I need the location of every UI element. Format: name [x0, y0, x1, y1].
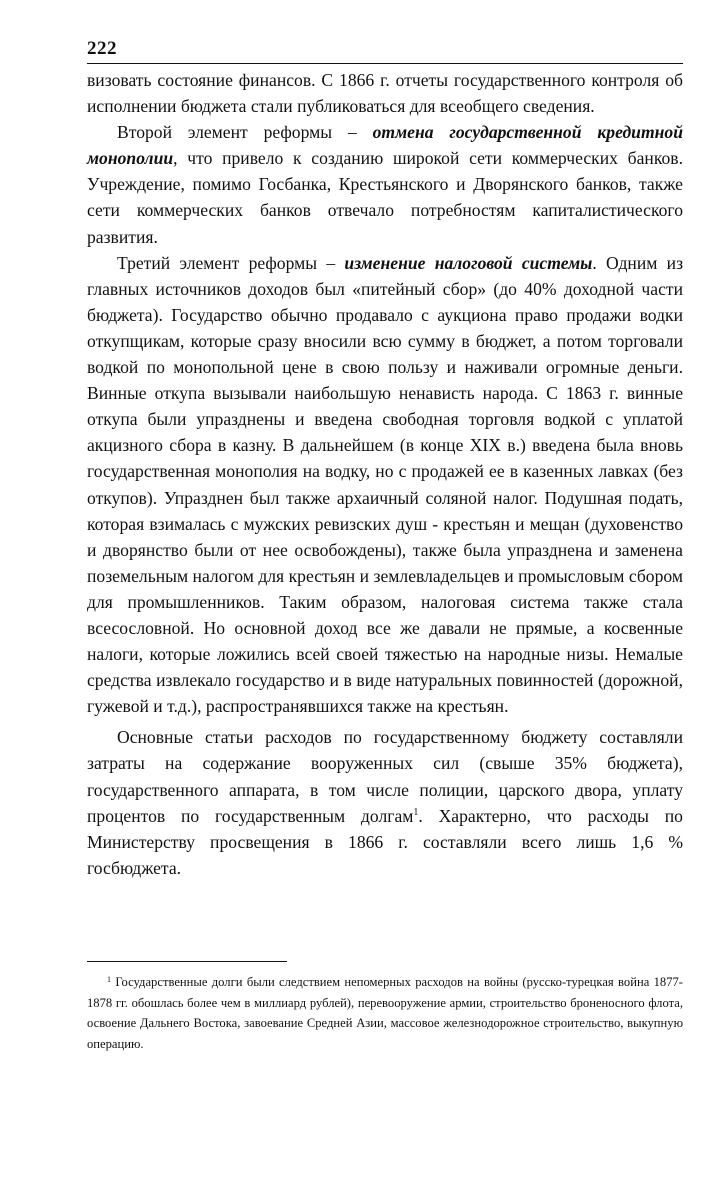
main-text: [87, 67, 683, 881]
paragraph-expenditures: [87, 724, 683, 881]
footnote-marker: 1: [107, 975, 111, 984]
paragraph-text: , что привело к созданию широкой сети коммерческих банков. Учреждение, помимо Госбанка, Крестьянского и Дворянского банков, также сети коммерческих банков отвечало потребностям капиталистического развития.: [87, 148, 683, 247]
header-rule: [87, 63, 683, 64]
footnote-rule: [87, 961, 287, 962]
footnote-reference[interactable]: 1: [413, 806, 419, 818]
paragraph-text: . Характерно, что расходы по Министерству просвещения в 1866 г. составляли всего лишь 1,6 % госбюджета.: [87, 805, 683, 878]
paragraph-text: визовать состояние финансов. С 1866 г. отчеты государственного контроля об исполнении бюджета стали публиковаться для всеобщего сведения.: [87, 70, 683, 117]
footnote: [87, 972, 683, 1054]
paragraph-text: . Одним из главных источников доходов был «питейный сбор» (до 40% доходной части бюджета). Государство обычно продавало с аукциона право продажи водки откупщикам, которые сразу вносили всю сумму в бюджет, а потом торговали водкой по монопольной цене в свою пользу и наживали огромные деньги. Винные откупа вызывали наибольшую ненависть народа. С 1863 г. винные откупа были упразднены и введена свободная торговля водкой с уплатой акцизного сбора в казну. В дальнейшем (в конце XIX в.) введена была вновь государственная монополия на водку, но с продажей ее в казенных лавках (без откупов). Упразднен был также архаичный соляной налог. Подушная подать, которая взималась с мужских ревизских душ - крестьян и мещан (духовенство и дворянство были от нее освобождены), также была упразднена и заменена поземельным налогом для крестьян и землевладельцев и промысловым сбором для промышленников. Таким образом, налоговая система также стала всесословной. Но основной доход все же давали не прямые, а косвенные налоги, которые ложились всей своей тяжестью на народные низы. Немалые средства извлекало государство и в виде натуральных повинностей (дорожной, гужевой и т.д.), распространявшихся также на крестьян.: [87, 252, 684, 717]
paragraph-finance-publication: [87, 67, 683, 119]
footnote-text: Государственные долги были следствием непомерных расходов на войны (русско-турецкая война 1877-1878 гг. обошлась более чем в миллиард рублей), перевооружение армии, строительство броненосного флота, освоение Дальнего Востока, завоевание Средней Азии, массовое железнодорожное строительство, выкупную операцию.: [87, 975, 683, 1051]
emphasis-tax-system: изменение налоговой системы: [344, 252, 593, 273]
paragraph-text: Основные статьи расходов по государственному бюджету составляли затраты на содержание вооруженных сил (свыше 35% бюджета), государственного аппарата, в том числе полиции, царского двора, уплату процентов по государственным долгам: [87, 727, 683, 826]
paragraph-text: Второй элемент реформы –: [117, 122, 373, 143]
paragraph-credit-reform: [87, 119, 683, 249]
page-number: 222: [87, 38, 117, 59]
book-page: [87, 38, 684, 1051]
paragraph-text: Третий элемент реформы –: [117, 252, 345, 273]
paragraph-tax-reform: [87, 250, 683, 720]
emphasis-credit-monopoly: отмена государственной кредитной монополии: [87, 122, 683, 169]
